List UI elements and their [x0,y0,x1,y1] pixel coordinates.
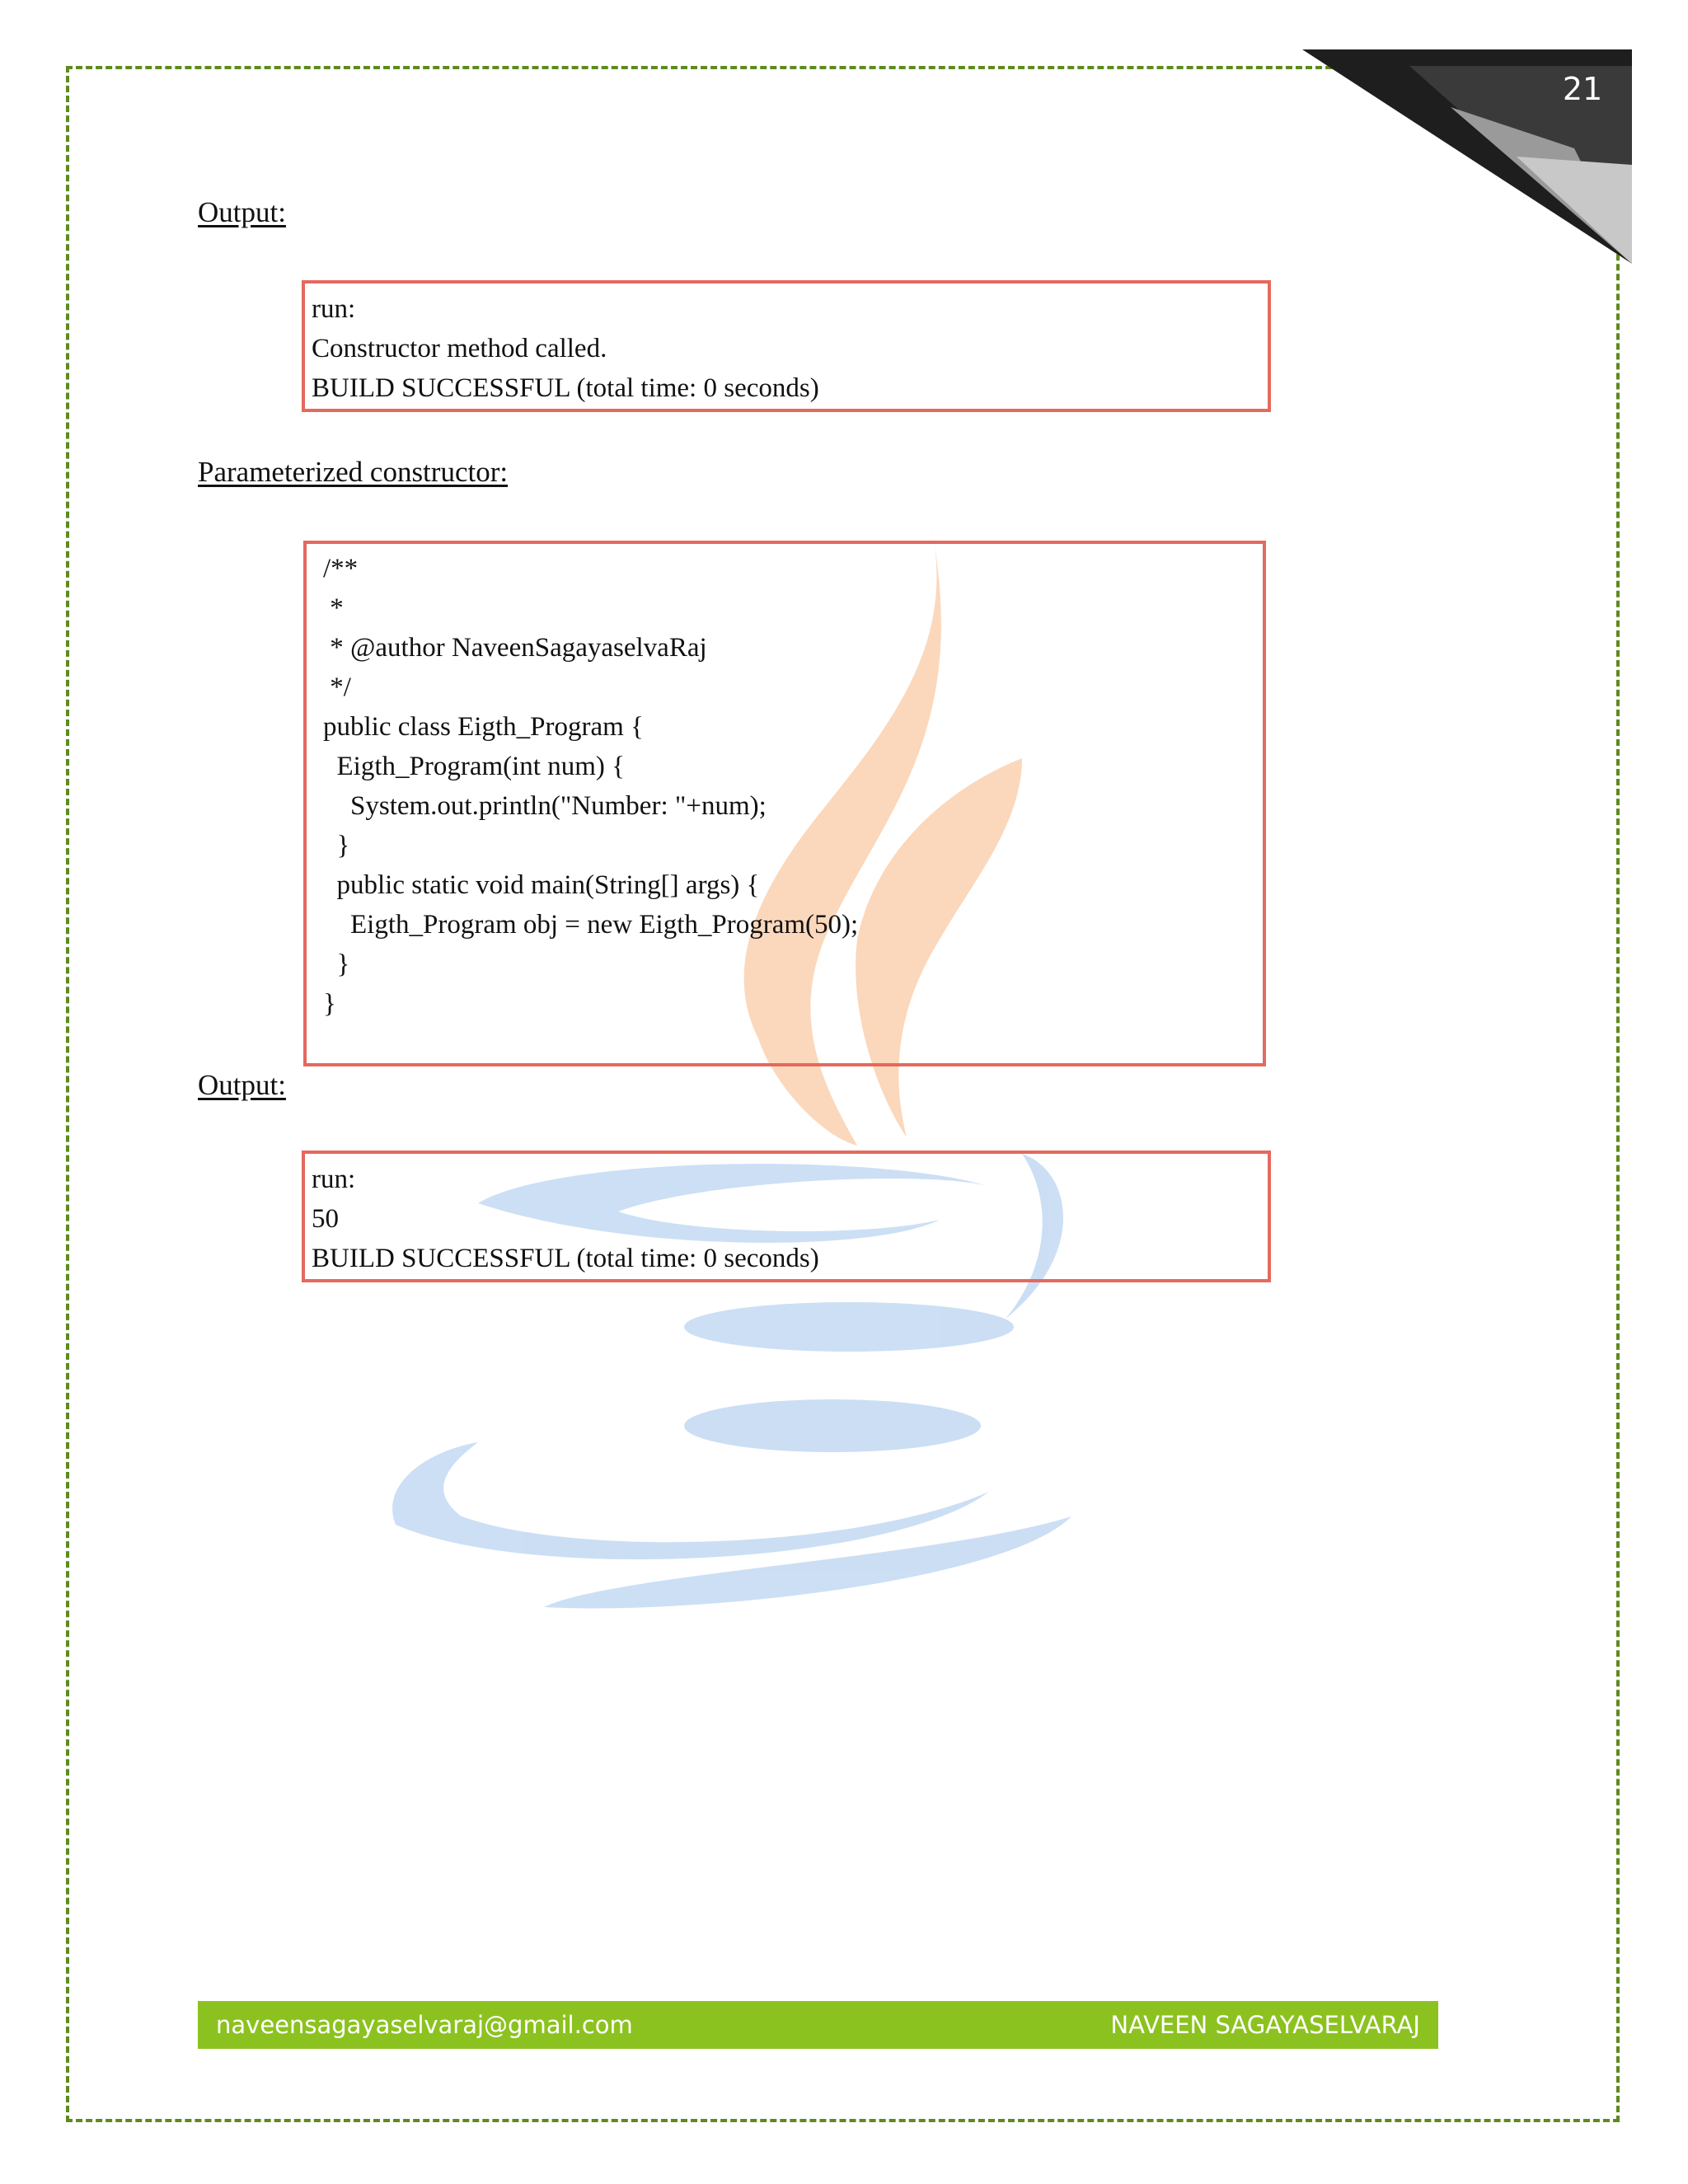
footer-bar [198,2001,1438,2049]
output-box-2 [302,1151,1271,1282]
code-line: */ [323,673,351,702]
code-line: * [323,593,344,623]
code-box [303,541,1266,1066]
code-line: } [323,949,350,979]
code-line: public static void main(String[] args) { [323,870,760,900]
code-line: Eigth_Program obj = new Eigth_Program(50); [323,910,859,940]
output-2-line: BUILD SUCCESSFUL (total time: 0 seconds) [312,1244,819,1273]
output-box-1 [302,280,1271,412]
code-line: /** [323,554,359,583]
code-line: * @author NaveenSagayaselvaRaj [323,633,707,663]
parameterized-constructor-heading: Parameterized constructor: [198,456,509,488]
footer-author: NAVEEN SAGAYASELVARAJ [1110,2011,1420,2039]
output-1-line: BUILD SUCCESSFUL (total time: 0 seconds) [312,373,819,403]
output-2-line: run: [312,1165,356,1194]
output-1-line: Constructor method called. [312,334,607,363]
output-1-line: run: [312,294,356,324]
page-number: 21 [1562,71,1603,107]
output-heading-1: Output: [198,196,286,228]
code-line: System.out.println("Number: "+num); [323,791,767,821]
code-line: Eigth_Program(int num) { [323,752,625,781]
output-2-line: 50 [312,1204,339,1234]
code-line: } [323,831,350,860]
code-line: } [323,989,336,1019]
code-line: public class Eigth_Program { [323,712,644,742]
output-heading-2: Output: [198,1069,286,1101]
footer-email: naveensagayaselvaraj@gmail.com [216,2011,633,2039]
